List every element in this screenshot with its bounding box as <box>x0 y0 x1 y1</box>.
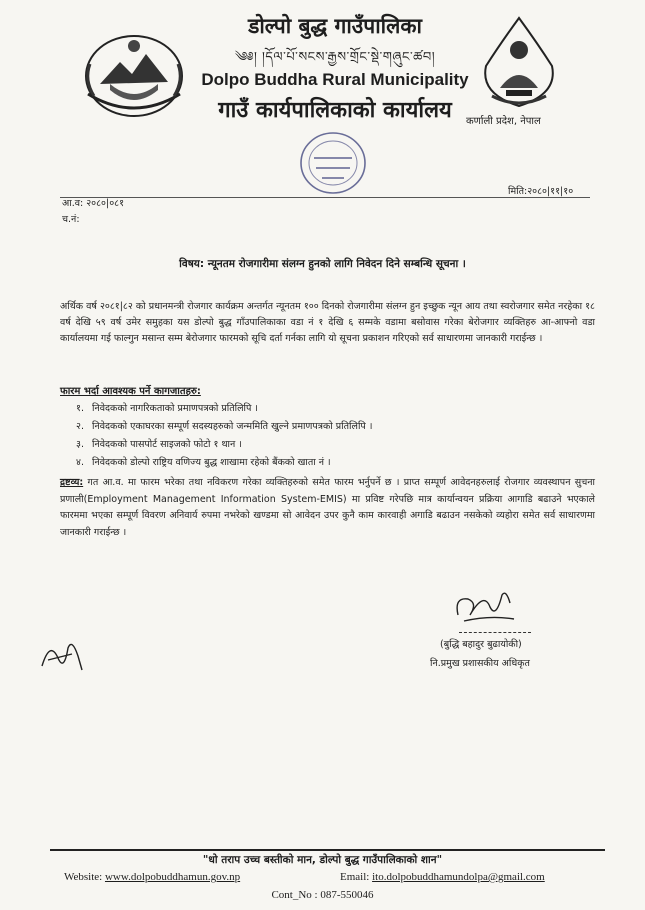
office-name: गाउँ कार्यपालिकाको कार्यालय <box>218 98 452 123</box>
email-line: Email: ito.dolpobuddhamundolpa@gmail.com <box>340 871 545 883</box>
contact-number: Cont_No : 087-550046 <box>271 889 374 901</box>
municipality-name-tibetan: ༄༅། །དོལ་པོ་སངས་རྒྱས་གྲོང་སྡེ་གཞུང་ཚབ། <box>234 50 436 65</box>
office-stamp-icon <box>298 128 368 198</box>
footer-motto: "धो तराप उच्च बस्तीको मान, डोल्पो बुद्ध गाउँपालिकाको शान" <box>202 854 443 866</box>
signature-line <box>459 632 531 633</box>
nepal-emblem-icon <box>80 24 188 124</box>
signatory-name: (बुद्धि बहादुर बुढायोकी) <box>440 639 522 650</box>
requirements-title: फारम भर्दा आवश्यक पर्ने कागजातहरु: <box>60 386 201 397</box>
note-label: द्रष्टव्य: <box>60 477 84 488</box>
dispatch-number: च.नं: <box>62 214 80 225</box>
note-text: गत आ.व. मा फारम भरेका तथा नविकरण गरेका व्यक्तिहरुको समेत फारम भर्नुपर्ने छ । प्राप्त सम्पूर्ण आवेदनहरुलाई रोजगार व्यवस्थापन सुचना प्रणाली(Employment Management Information System-EMIS) मा प्रविष्ट गरेपछि मात्र कार्यान्वयन प्रक्रिया आगाडि बढाउने भएकाले फारममा भएका सम्पूर्ण विवरण अनिवार्य रुपमा नभरेको खण्डमा सो आवेदन उपर कुनै काम कारवाही अगाडि बढाउन नसकेको व्यहोरा समेत सर्व साधारणमा जानकारी गराईन्छ । <box>60 477 595 538</box>
list-item: २. निवेदकको एकाघरका सम्पूर्ण सदस्यहरुको जन्ममिति खुल्ने प्रमाणपत्रको प्रतिलिपि । <box>76 421 373 432</box>
signatory-title: नि.प्रमुख प्रशासकीय अधिकृत <box>430 658 530 669</box>
province-label: कर्णाली प्रदेश, नेपाल <box>466 116 541 127</box>
email-link[interactable]: ito.dolpobuddhamundolpa@gmail.com <box>372 871 545 883</box>
initials-signature-icon <box>38 636 86 676</box>
fiscal-year-ref: आ.व: २०८०|०८१ <box>62 198 125 209</box>
header-divider <box>60 197 590 198</box>
notice-body-paragraph: अर्थिक वर्ष २०८१|८२ को प्रधानमन्त्री रोजगार कार्यक्रम अन्तर्गत न्यूनतम १०० दिनको रोजगारीमा संलग्न हुन इच्छुक न्यून आय तथा स्वरोजगार समेत नरहेका १८ वर्ष देखि ५९ वर्ष उमेर समुहका यस डोल्पो बुद्ध गाँउपालिकाका वडा नं १ देखि ६ सम्मके वडामा बसोवास गरेका बेरोजगार व्यक्तिहरु आ-आफ्नो वडा कार्यालयमा गई फाल्गुन मसान्त सम्म बेरोजगार फारमको सूचि दर्ता गर्नका लागि यो सूचना प्रकाशन गरिएको सर्व साधारणमा जानकारी गराईन्छ । <box>60 301 595 344</box>
buddha-logo-icon <box>478 14 560 114</box>
list-item: १. निवेदकको नागरिकताको प्रमाणपत्रको प्रतिलिपि । <box>76 403 258 414</box>
notice-subject: विषय: न्यूनतम रोजगारीमा संलग्न हुनको लागि निवेदन दिने सम्बन्धि सूचना । <box>179 258 466 270</box>
notice-date: मिति:२०८०|११|१० <box>508 186 574 197</box>
note-paragraph <box>60 475 595 541</box>
website-line: Website: www.dolpobuddhamun.gov.np <box>64 871 241 883</box>
signature-icon <box>450 585 520 630</box>
municipality-name-english: Dolpo Buddha Rural Municipality <box>201 70 469 89</box>
municipality-name-nepali: डोल्पो बुद्ध गाउँपालिका <box>248 14 422 38</box>
website-link[interactable]: www.dolpobuddhamun.gov.np <box>104 871 241 883</box>
footer-divider <box>50 849 605 851</box>
requirements-list <box>60 400 600 472</box>
list-item: ४. निवेदकको डोल्पो राष्ट्रिय वणिज्य बुद्ध शाखामा रहेको बैंकको खाता नं । <box>76 457 331 468</box>
list-item: ३. निवेदकको पासपोर्ट साइजको फोटो १ थान । <box>76 439 242 450</box>
